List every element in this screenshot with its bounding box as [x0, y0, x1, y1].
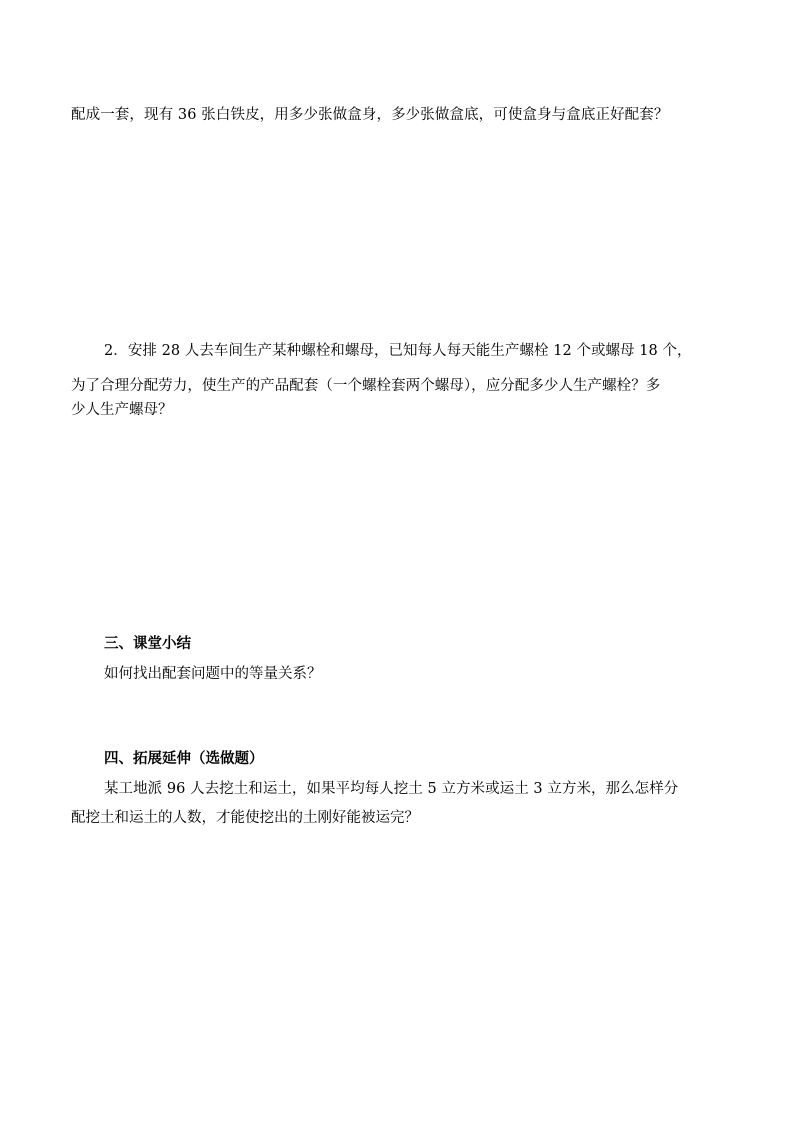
- section4-line1: 某工地派 96 人去挖土和运土，如果平均每人挖土 5 立方米或运土 3 立方米，那么怎样分: [104, 781, 679, 797]
- section4-line2: 配挖土和运土的人数，才能使挖出的土刚好能被运完？: [71, 810, 419, 826]
- problem2-line1: 2．安排 28 人去车间生产某种螺栓和螺母，已知每人每天能生产螺栓 12 个或螺母 18 个，: [104, 343, 692, 359]
- section4-heading: 四、拓展延伸（选做题）: [104, 751, 264, 767]
- section3-text: 如何找出配套问题中的等量关系？: [104, 666, 322, 682]
- problem1-line1: 配成一套，现有 36 张白铁皮，用多少张做盒身，多少张做盒底，可使盒身与盒底正好配套？: [71, 107, 669, 123]
- problem2-line3: 少人生产螺母？: [71, 402, 173, 418]
- problem2-line2: 为了合理分配劳力，使生产的产品配套（一个螺栓套两个螺母），应分配多少人生产螺栓？多: [71, 378, 661, 394]
- section3-heading: 三、课堂小结: [104, 636, 191, 652]
